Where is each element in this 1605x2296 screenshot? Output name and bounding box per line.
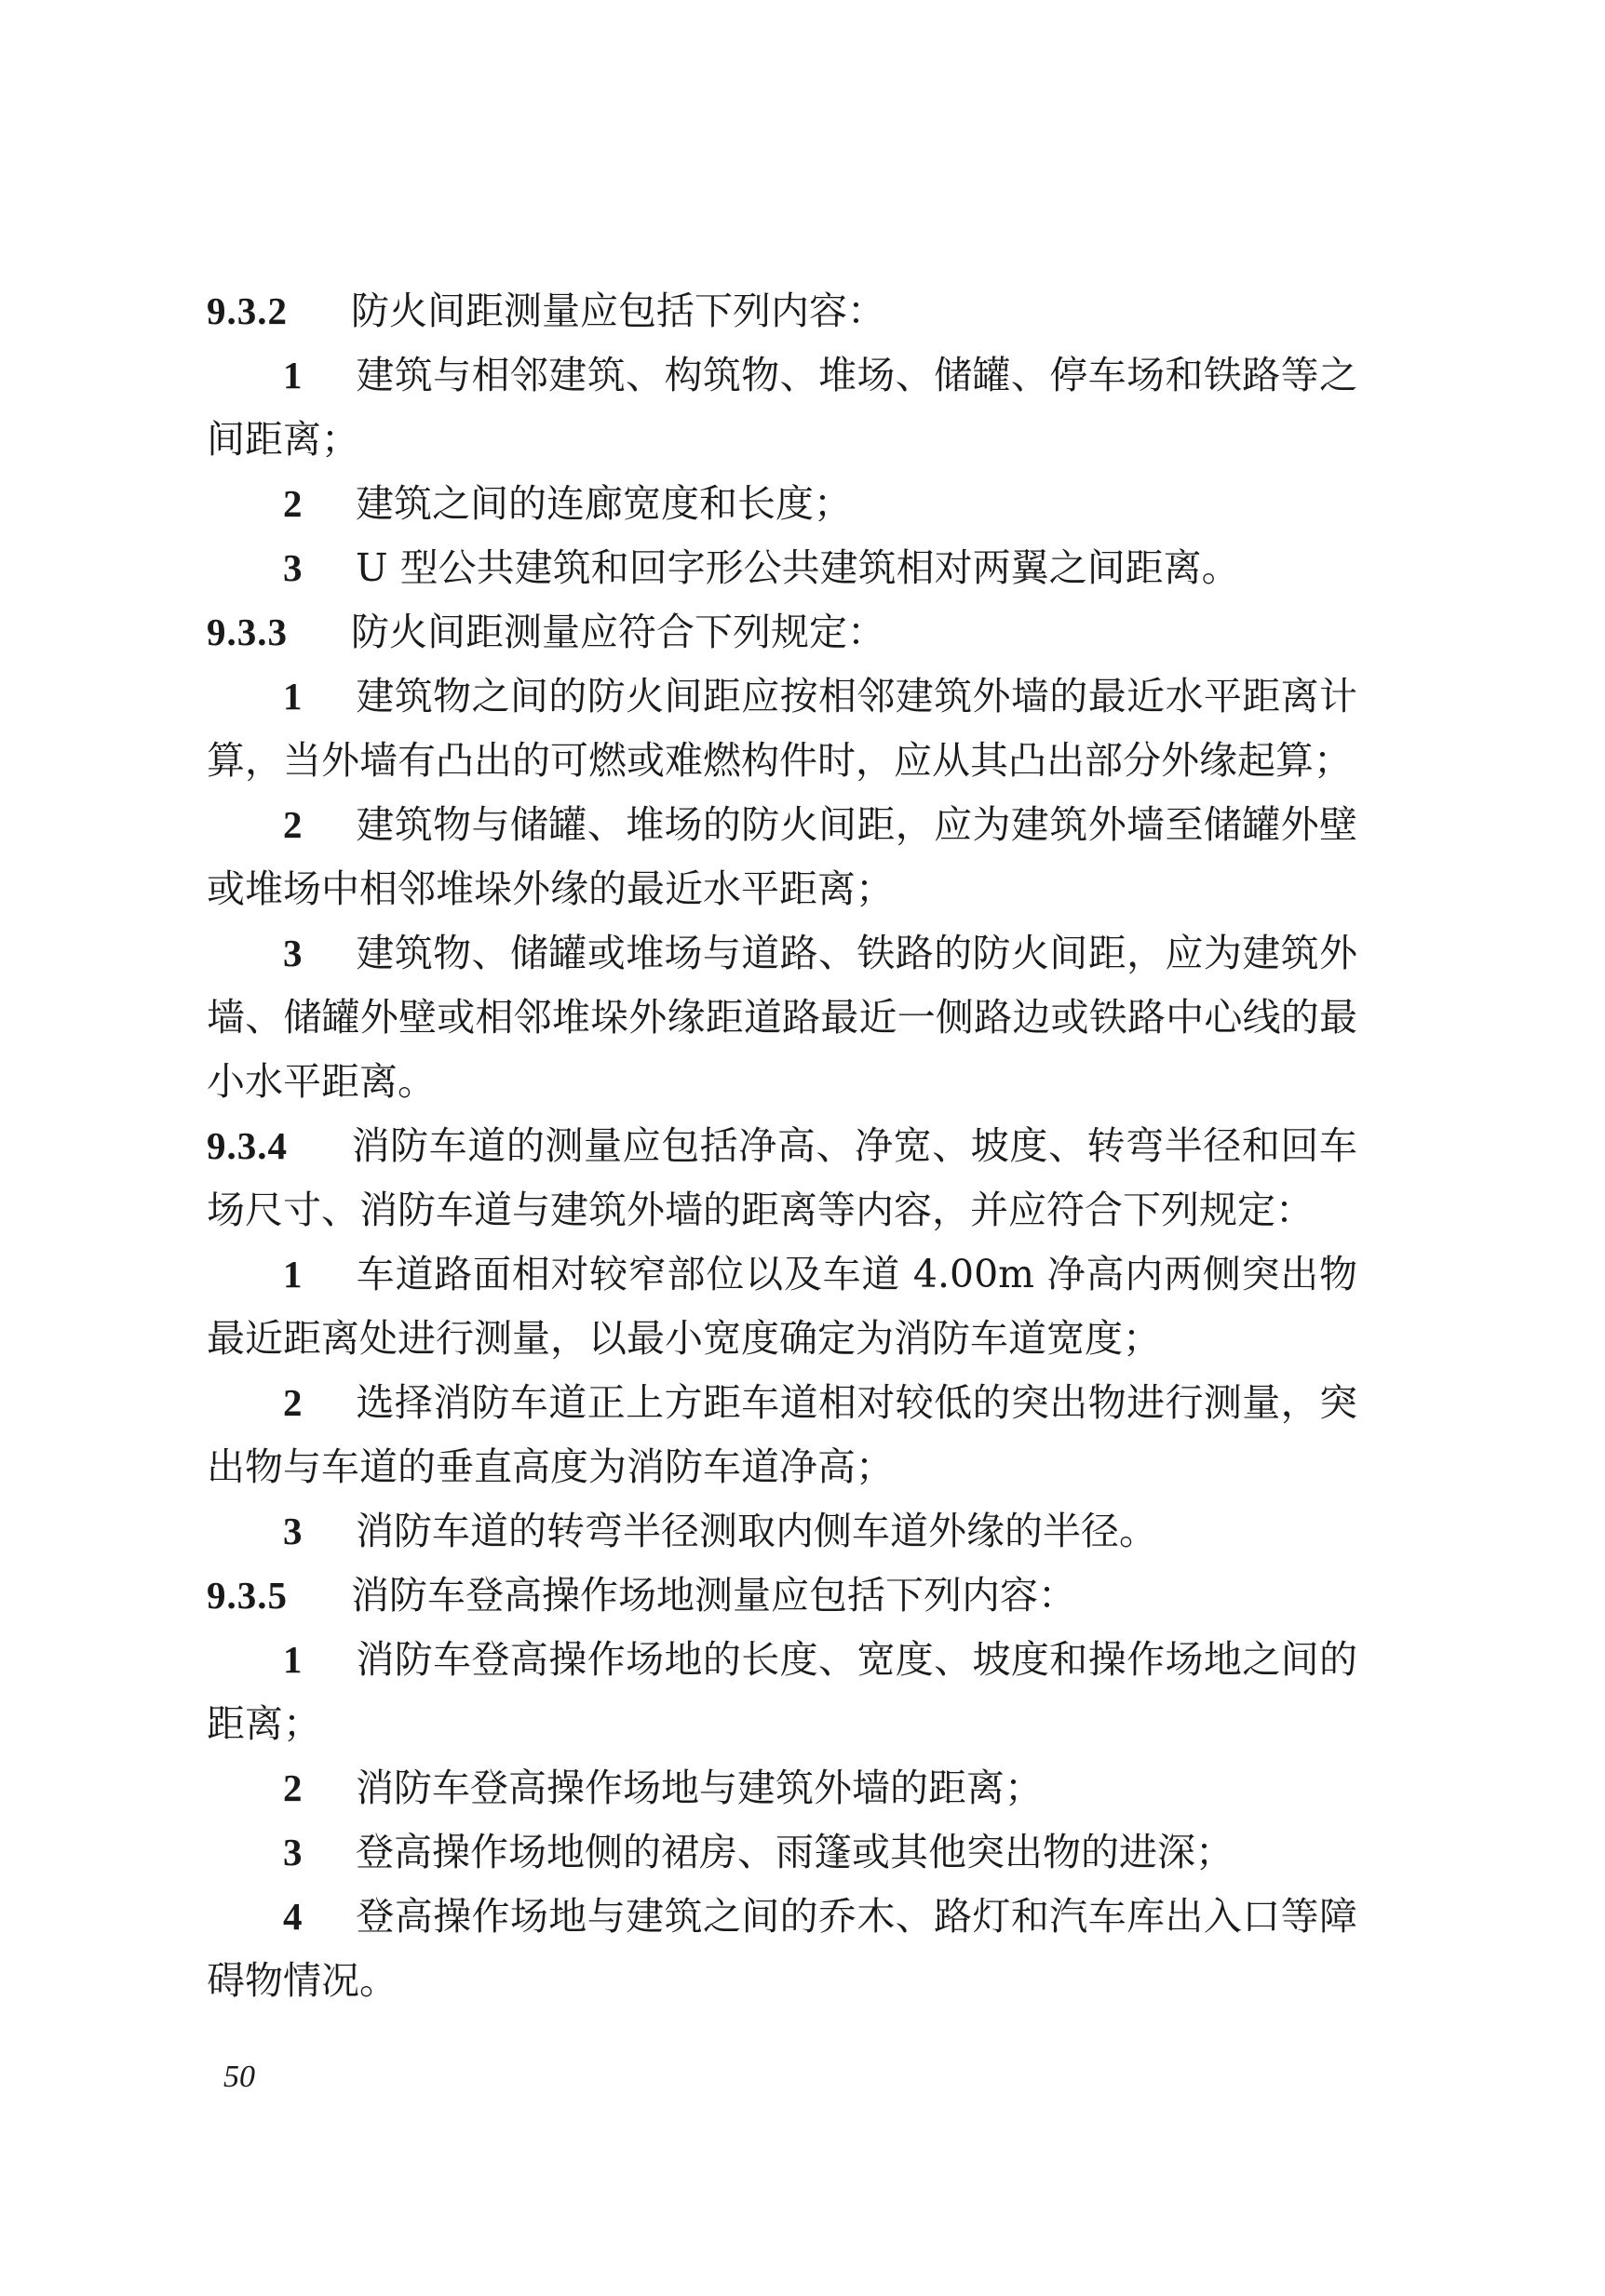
- item-number: 4: [283, 1895, 303, 1938]
- item-number: 2: [283, 482, 303, 525]
- list-item: [207, 1242, 1357, 1371]
- clause-number: 9.3.4: [207, 1124, 288, 1167]
- page-number: 50: [223, 2060, 255, 2094]
- item-text: 选择消防车道正上方距车道相对较低的突出物进行测量，突出物与车道的垂直高度为消防车道净高；: [207, 1380, 1357, 1489]
- item-text: 消防车登高操作场地的长度、宽度、坡度和操作场地之间的距离；: [207, 1637, 1357, 1746]
- item-text: 建筑之间的连廊宽度和长度；: [356, 481, 852, 526]
- clause-9-3-3: [207, 600, 1357, 665]
- clause-text: 消防车道的测量应包括净高、净宽、坡度、转弯半径和回车场尺寸、消防车道与建筑外墙的距离等内容，并应符合下列规定：: [207, 1123, 1357, 1232]
- item-number: 3: [283, 1831, 303, 1873]
- document-body: [207, 279, 1357, 2013]
- item-number: 3: [283, 1510, 303, 1552]
- list-item: [207, 793, 1357, 921]
- list-item: [207, 472, 1357, 536]
- list-item: [207, 343, 1357, 472]
- item-number: 1: [283, 1638, 303, 1681]
- item-text: 消防车登高操作场地与建筑外墙的距离；: [356, 1766, 1043, 1810]
- list-item: [207, 1628, 1357, 1756]
- clause-9-3-5: [207, 1564, 1357, 1628]
- item-text: 建筑物与储罐、堆场的防火间距，应为建筑外墙至储罐外壁或堆场中相邻堆垛外缘的最近水平距离；: [207, 802, 1357, 911]
- clause-9-3-4: [207, 1114, 1357, 1242]
- item-text: 消防车道的转弯半径测取内侧车道外缘的半径。: [356, 1509, 1157, 1553]
- item-number: 2: [283, 1381, 303, 1424]
- list-item: [207, 1371, 1357, 1499]
- item-text: 登高操作场地侧的裙房、雨篷或其他突出物的进深；: [356, 1830, 1234, 1874]
- item-text: 建筑物、储罐或堆场与道路、铁路的防火间距，应为建筑外墙、储罐外壁或相邻堆垛外缘距道路最近一侧路边或铁路中心线的最小水平距离。: [207, 931, 1357, 1104]
- item-number: 2: [283, 803, 303, 846]
- item-text: 车道路面相对较窄部位以及车道 4.00m 净高内两侧突出物最近距离处进行测量，以最小宽度确定为消防车道宽度；: [207, 1252, 1357, 1361]
- item-text: U 型公共建筑和回字形公共建筑相对两翼之间距离。: [356, 545, 1240, 590]
- list-item: [207, 1756, 1357, 1820]
- list-item: [207, 1499, 1357, 1564]
- item-number: 2: [283, 1766, 303, 1809]
- clause-9-3-2: [207, 279, 1357, 343]
- clause-number: 9.3.2: [207, 289, 288, 332]
- clause-text: 防火间距测量应符合下列规定：: [351, 610, 885, 654]
- list-item: [207, 665, 1357, 793]
- item-text: 建筑与相邻建筑、构筑物、堆场、储罐、停车场和铁路等之间距离；: [207, 353, 1357, 462]
- list-item: [207, 536, 1357, 600]
- list-item: [207, 1885, 1357, 2013]
- clause-number: 9.3.3: [207, 611, 288, 653]
- item-number: 1: [283, 354, 303, 396]
- item-text: 建筑物之间的防火间距应按相邻建筑外墙的最近水平距离计算，当外墙有凸出的可燃或难燃构件时，应从其凸出部分外缘起算；: [207, 674, 1357, 783]
- item-text: 登高操作场地与建筑之间的乔木、路灯和汽车库出入口等障碍物情况。: [207, 1894, 1357, 2003]
- item-number: 1: [283, 1253, 303, 1296]
- clause-text: 消防车登高操作场地测量应包括下列内容：: [351, 1573, 1076, 1618]
- item-number: 3: [283, 546, 303, 589]
- list-item: [207, 921, 1357, 1114]
- item-number: 3: [283, 932, 303, 974]
- list-item: [207, 1820, 1357, 1885]
- clause-text: 防火间距测量应包括下列内容：: [351, 289, 885, 333]
- item-number: 1: [283, 675, 303, 718]
- clause-number: 9.3.5: [207, 1574, 288, 1617]
